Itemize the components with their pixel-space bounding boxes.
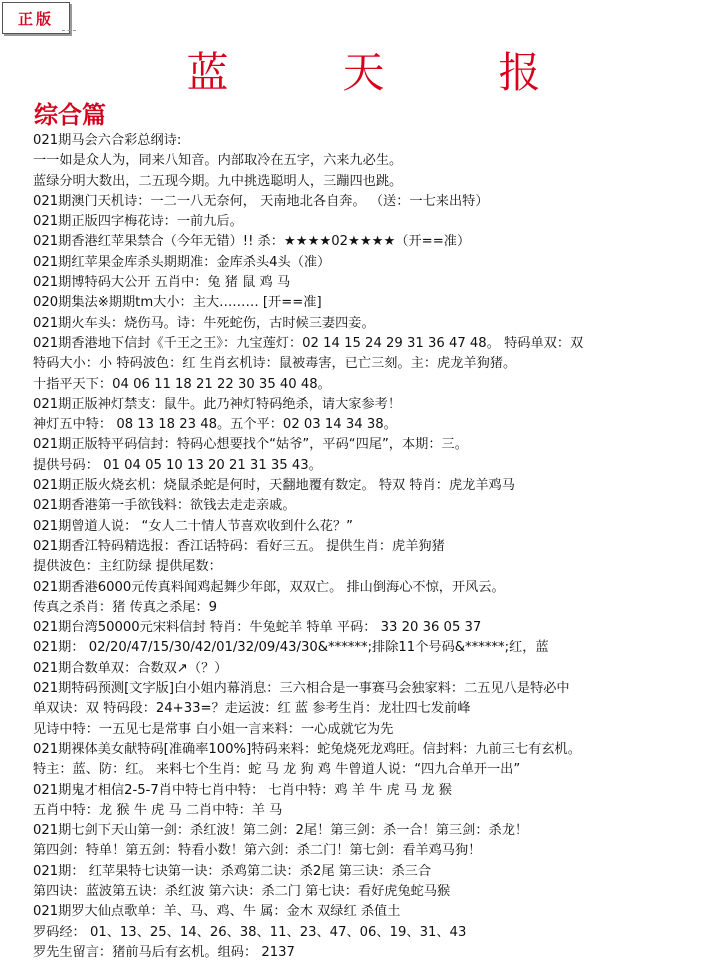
text-line: 021期正版特平码信封：特码心想要找个“姑爷”，平码“四尾”，本期：三。 bbox=[33, 437, 468, 453]
text-line: 021期裸体美女献特码[准确率100%]特码来料：蛇兔烧死龙鸡旺。信封料：九前三七有玄机。 bbox=[33, 741, 581, 757]
text-line: 021期香江特码精选报：香江话特码：看好三五。 提供生肖：虎羊狗猪 bbox=[33, 538, 445, 554]
text-line: 021期曾道人说： “女人二十情人节喜欢收到什么花？” bbox=[33, 518, 353, 534]
text-line: 021期罗大仙点歌单：羊、马、鸡、牛 属：金木 双绿红 杀值土 bbox=[33, 904, 401, 920]
text-line: 021期正版火烧玄机：烧鼠杀蛇是何时，天翻地覆有数定。 特双 特肖：虎龙羊鸡马 bbox=[33, 478, 515, 494]
text-line: 单双诀：双 特码段：24+33=？走运波：红 蓝 参考生肖：龙壮四七发前峰 bbox=[33, 701, 471, 717]
section-title: 综合篇 bbox=[34, 100, 106, 129]
text-line: 一一如是众人为，同来八知音。内部取冷在五字，六来九必生。 bbox=[33, 153, 403, 169]
text-line: 021期博特码大公开 五肖中：兔 猪 鼠 鸡 马 bbox=[33, 275, 291, 291]
text-line: 021期香港地下信封《千王之王》：九宝莲灯：02 14 15 24 29 31 36 47 48。 特码单双：双 bbox=[33, 335, 584, 351]
text-line: 021期火车头：烧伤马。诗：牛死蛇伤，古时候三妻四妾。 bbox=[33, 315, 375, 331]
text-line: 021期马会六合彩总纲诗: bbox=[33, 133, 182, 148]
text-line: 021期正版四字梅花诗：一前九后。 bbox=[33, 214, 243, 230]
text-line: 021期红苹果金库杀头期期准：金库杀头4头（准） bbox=[33, 254, 331, 270]
text-line: 蓝绿分明大数出，二五现今期。九中挑选聪明人，三蹦四也跳。 bbox=[33, 173, 403, 189]
text-line: 021期： 02/20/47/15/30/42/01/32/09/43/30&******;排除11个号码&******;红，蓝 bbox=[33, 640, 549, 656]
text-line: 提供波色：主红防绿 提供尾数： bbox=[33, 559, 222, 575]
article-body bbox=[33, 131, 723, 963]
genuine-badge: 正版 bbox=[2, 2, 70, 34]
text-line: 第四诀：蓝波第五诀：杀红波 第六诀：杀二门 第七诀：看好虎兔蛇马猴 bbox=[33, 883, 451, 899]
text-line: 神灯五中特： 08 13 18 23 48。五个平：02 03 14 34 38。 bbox=[33, 417, 397, 433]
text-line: 提供号码： 01 04 05 10 13 20 21 31 35 43。 bbox=[33, 457, 322, 473]
text-line: 021期合数单双：合数双↗（？） bbox=[33, 660, 228, 676]
text-line: 特主：蓝、防：红。 来料七个生肖：蛇 马 龙 狗 鸡 牛曾道人说：“四九合单开一出” bbox=[33, 762, 521, 778]
badge-dash bbox=[62, 30, 76, 31]
text-line: 十指平天下：04 06 11 18 21 22 30 35 40 48。 bbox=[33, 376, 331, 392]
text-line: 见诗中特：一五见七是常事 白小姐一言来料：一心成就它为先 bbox=[33, 721, 394, 737]
text-line: 五肖中特：龙 猴 牛 虎 马 二肖中特：羊 马 bbox=[33, 802, 283, 818]
text-line: 021期七剑下天山第一剑：杀红波！第二剑：2尾！第三剑：杀一合！第三剑：杀龙！ bbox=[33, 823, 529, 839]
text-line: 特码大小：小 特码波色：红 生肖玄机诗：鼠被毒害，已亡三刻。主：虎龙羊狗猪。 bbox=[33, 356, 517, 372]
text-line: 传真之杀肖：猪 传真之杀尾：9 bbox=[33, 599, 218, 615]
text-line: 021期特码预测[文字版]白小姐内幕消息：三六相合是一事赛马会独家料：二五见八是特必中 bbox=[33, 681, 570, 697]
text-line: 021期澳门天机诗：一二一八无奈何， 天南地北各自奔。 （送：一七来出特） bbox=[33, 193, 489, 209]
text-line: 021期香港红苹果禁合（今年无错）!! 杀：★★★★02★★★★（开==准） bbox=[33, 234, 471, 250]
text-line: 罗码经： 01、13、25、14、26、38、11、23、47、06、19、31、43 bbox=[33, 924, 467, 940]
text-line: 第四剑：特单！第五剑：特看小数！第六剑：杀二门！第七剑：看羊鸡马狗！ bbox=[33, 843, 482, 859]
text-line: 021期香港第一手欲钱料：欲钱去走走亲戚。 bbox=[33, 498, 296, 514]
text-line: 罗先生留言：猪前马后有玄机。组码： 2137 bbox=[33, 944, 295, 960]
text-line: 021期台湾50000元宋料信封 特肖：牛兔蛇羊 特单 平码： 33 20 36 05 37 bbox=[33, 620, 482, 636]
text-line: 021期香港6000元传真料闻鸡起舞少年郎，双双亡。 排山倒海心不惊，开风云。 bbox=[33, 579, 505, 595]
text-line: 021期： 红苹果特七诀第一诀：杀鸡第二诀：杀2尾 第三诀：杀三合 bbox=[33, 863, 432, 879]
text-line: 020期集法※期期tm大小：主大……… [开==准] bbox=[33, 295, 322, 311]
text-line: 021期鬼才相信2-5-7肖中特七肖中特： 七肖中特：鸡 羊 牛 虎 马 龙 猴 bbox=[33, 782, 452, 798]
text-line: 021期正版神灯禁支：鼠牛。此乃神灯特码绝杀，请大家参考！ bbox=[33, 396, 402, 412]
newspaper-title: 蓝 天 报 bbox=[186, 48, 577, 97]
